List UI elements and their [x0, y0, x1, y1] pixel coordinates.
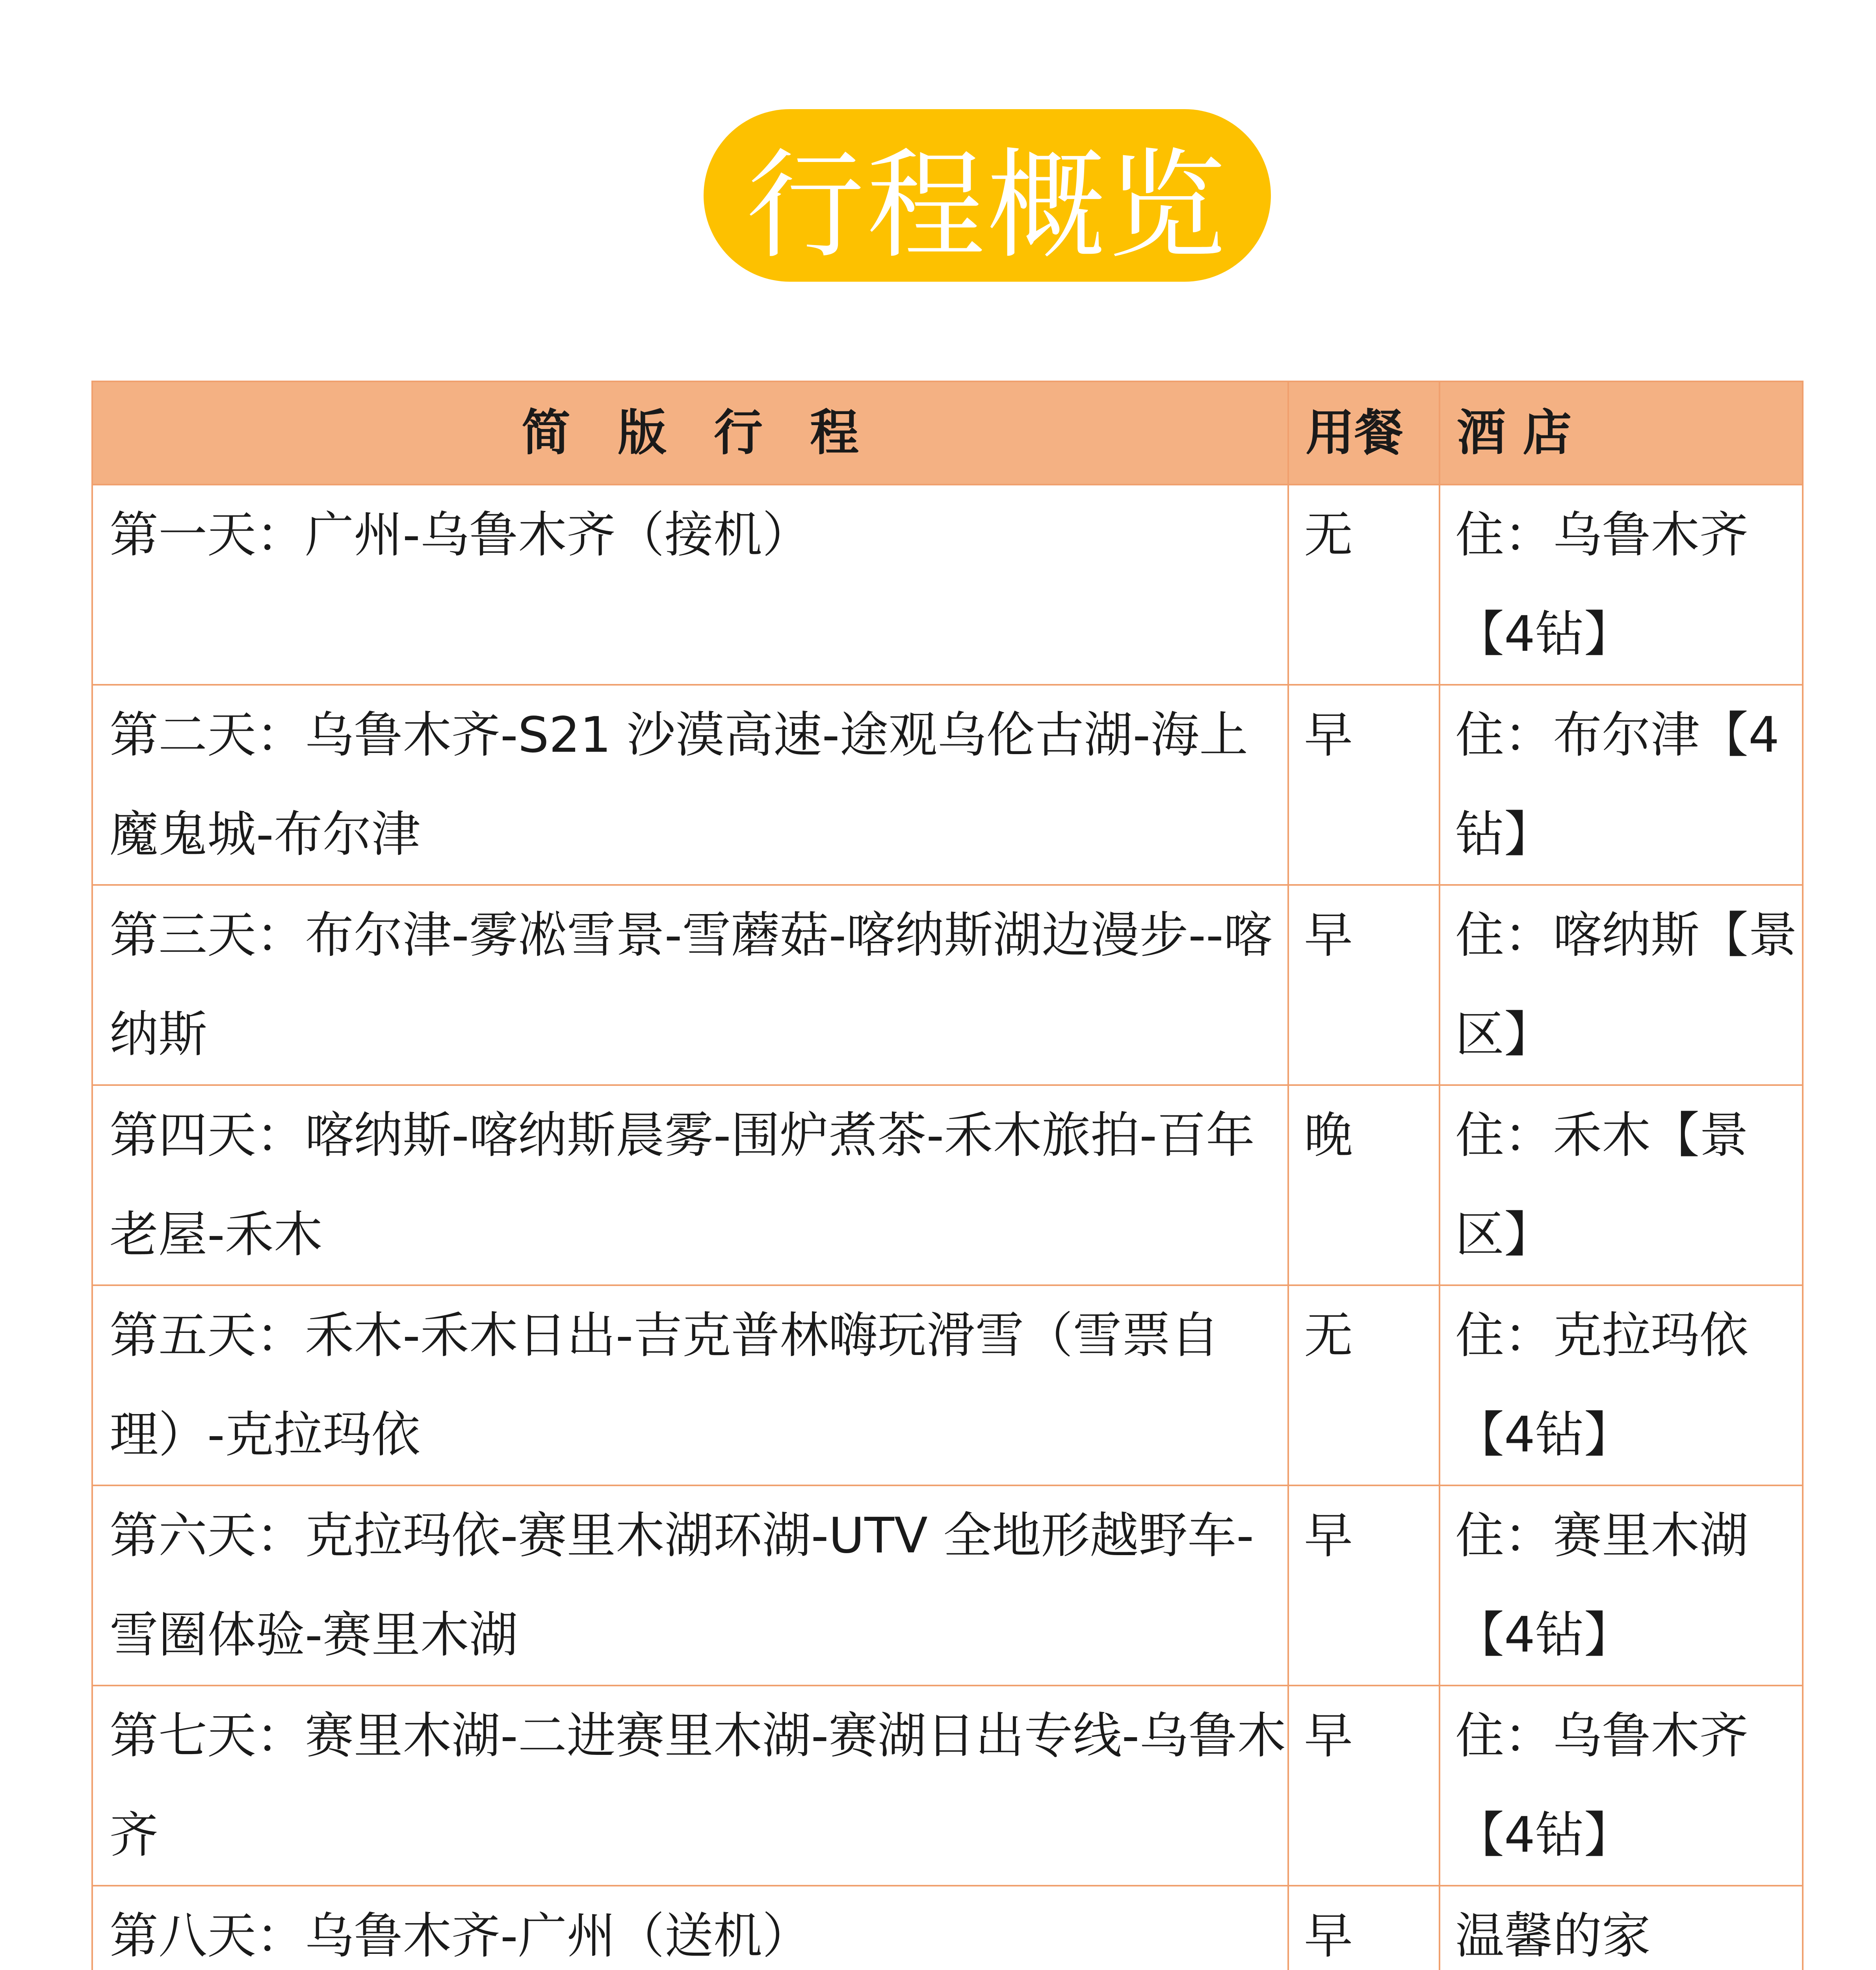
table-row — [92, 1686, 1803, 1886]
header-meal: 用餐 — [1288, 381, 1440, 485]
route-cell: 第七天：赛里木湖-二进赛里木湖-赛湖日出专线-乌鲁木齐 — [92, 1686, 1288, 1886]
table-row — [92, 1886, 1803, 1970]
route-cell: 第五天：禾木-禾木日出-吉克普林嗨玩滑雪（雪票自理）-克拉玛依 — [92, 1285, 1288, 1485]
table-row — [92, 1085, 1803, 1285]
route-cell: 第四天：喀纳斯-喀纳斯晨雾-围炉煮茶-禾木旅拍-百年老屋-禾木 — [92, 1085, 1288, 1285]
hotel-cell: 住：喀纳斯【景区】 — [1440, 885, 1803, 1085]
route-cell: 第二天：乌鲁木齐-S21 沙漠高速-途观乌伦古湖-海上魔鬼城-布尔津 — [92, 685, 1288, 885]
overview-section-title: 行程概览 — [704, 109, 1271, 282]
meal-cell: 早 — [1288, 685, 1440, 885]
meal-cell: 晚 — [1288, 1085, 1440, 1285]
meal-cell: 早 — [1288, 1485, 1440, 1686]
hotel-cell: 住：布尔津【4钻】 — [1440, 685, 1803, 885]
meal-cell: 早 — [1288, 885, 1440, 1085]
meal-cell: 无 — [1288, 1285, 1440, 1485]
hotel-cell: 住：禾木【景区】 — [1440, 1085, 1803, 1285]
route-cell: 第一天：广州-乌鲁木齐（接机） — [92, 485, 1288, 685]
table-row — [92, 1485, 1803, 1686]
hotel-cell: 温馨的家 — [1440, 1886, 1803, 1970]
route-cell: 第六天：克拉玛依-赛里木湖环湖-UTV 全地形越野车-雪圈体验-赛里木湖 — [92, 1485, 1288, 1686]
hotel-cell: 住：克拉玛依【4钻】 — [1440, 1285, 1803, 1485]
table-row — [92, 685, 1803, 885]
hotel-cell: 住：赛里木湖【4钻】 — [1440, 1485, 1803, 1686]
route-cell: 第三天：布尔津-雾凇雪景-雪蘑菇-喀纳斯湖边漫步--喀纳斯 — [92, 885, 1288, 1085]
table-row — [92, 485, 1803, 685]
hotel-cell: 住：乌鲁木齐【4钻】 — [1440, 1686, 1803, 1886]
route-cell: 第八天：乌鲁木齐-广州（送机） — [92, 1886, 1288, 1970]
header-route: 简版行程 — [92, 381, 1288, 485]
table-row — [92, 885, 1803, 1085]
meal-cell: 早 — [1288, 1686, 1440, 1886]
table-header-row — [92, 381, 1803, 485]
header-hotel: 酒 店 — [1440, 381, 1803, 485]
itinerary-table — [91, 381, 1804, 1970]
hotel-cell: 住：乌鲁木齐【4钻】 — [1440, 485, 1803, 685]
meal-cell: 早 — [1288, 1886, 1440, 1970]
meal-cell: 无 — [1288, 485, 1440, 685]
table-row — [92, 1285, 1803, 1485]
